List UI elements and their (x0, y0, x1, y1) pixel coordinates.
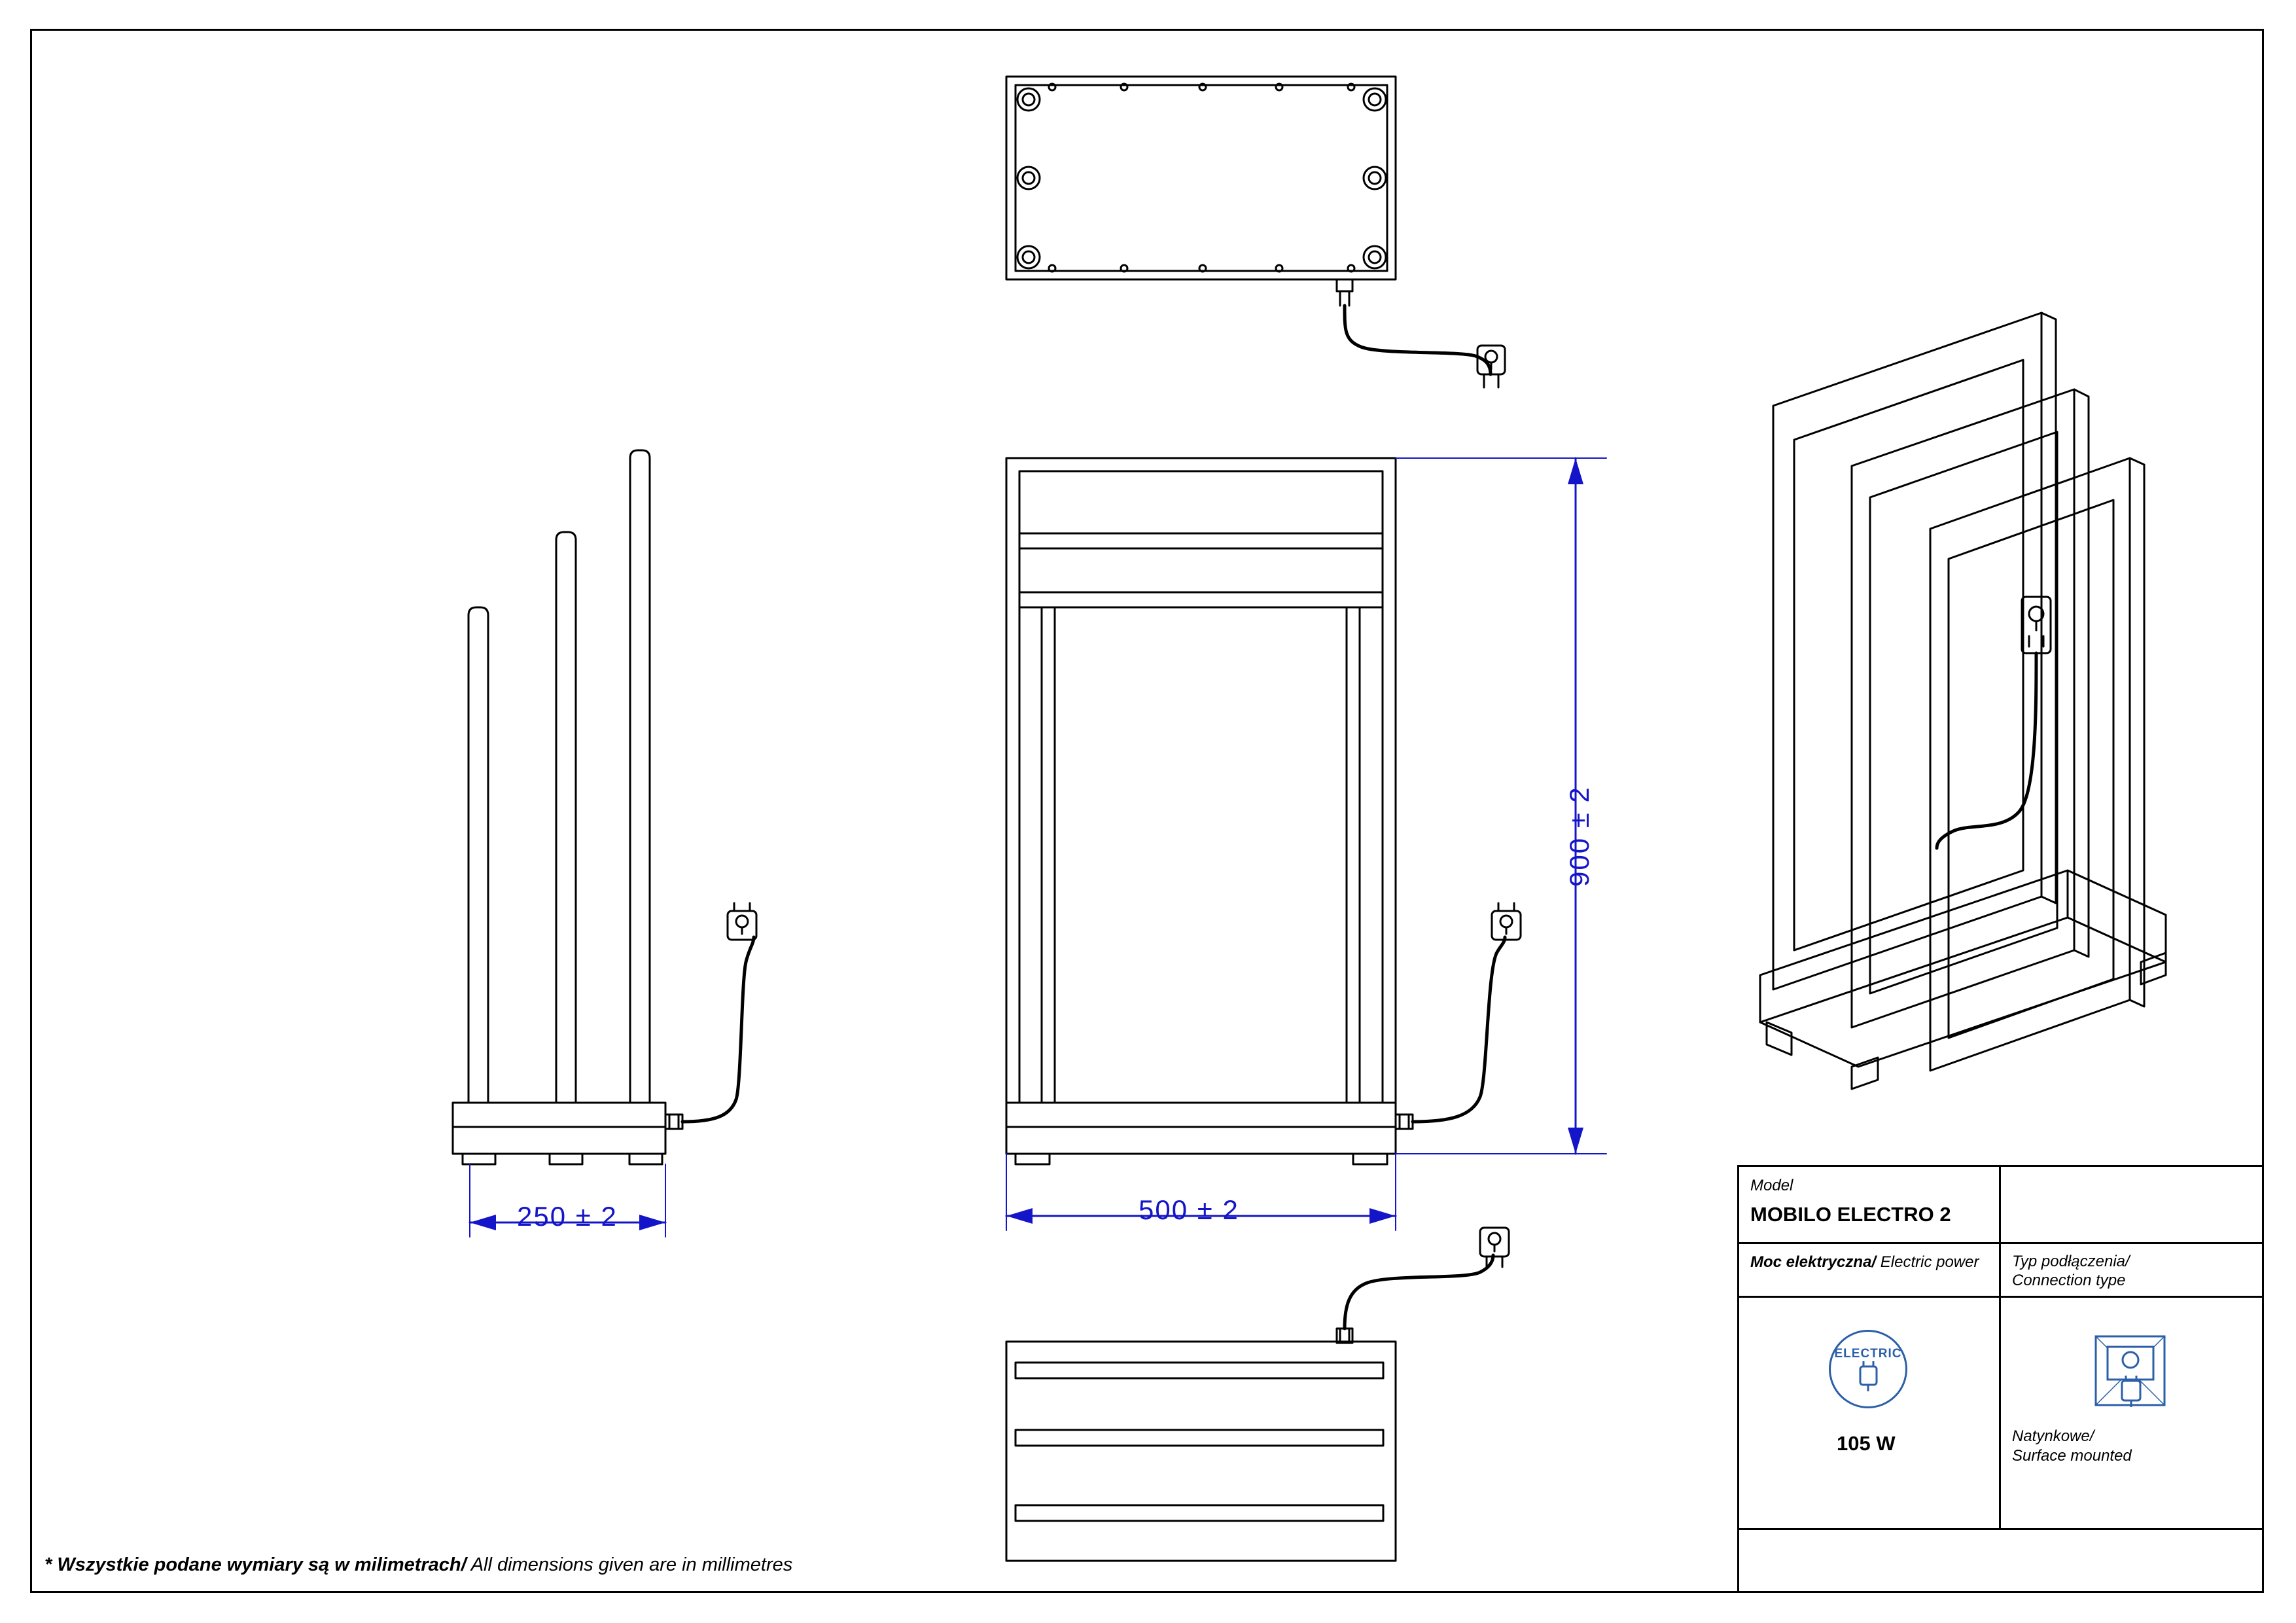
connection-value-en: Surface mounted (2012, 1447, 2132, 1465)
plug-icon-front (1492, 903, 1521, 940)
model-value: MOBILO ELECTRO 2 (1750, 1203, 1951, 1226)
model-label: Model (1750, 1177, 1793, 1194)
units-footnote-en: All dimensions given are in millimetres (470, 1554, 793, 1575)
control-box-iso (2022, 597, 2051, 653)
plug-icon-top (1477, 346, 1505, 387)
badge-icons (1737, 1165, 2264, 1593)
units-footnote-pl: * Wszystkie podane wymiary są w milimetrach/ (44, 1554, 467, 1575)
top-view-plate (1006, 77, 1505, 387)
title-block (1737, 1165, 2264, 1593)
dimension-depth-label: 250 ± 2 (517, 1201, 618, 1232)
connection-label-pl: Typ podłączenia/ (2012, 1253, 2130, 1270)
power-value: 105 W (1837, 1432, 1896, 1455)
front-view-frame (1006, 458, 1521, 1164)
plug-icon-side (728, 903, 756, 940)
power-label-pl: Moc elektryczna/ (1750, 1253, 1877, 1271)
electric-badge-text: ELECTRIC (1834, 1347, 1902, 1361)
dimension-width-label: 500 ± 2 (1139, 1194, 1239, 1225)
dimension-height-label: 900 ± 2 (1564, 786, 1595, 887)
units-footnote (44, 1554, 792, 1576)
side-view-rails (453, 450, 756, 1164)
isometric-view (1760, 313, 2166, 1089)
bottom-view-plate (1006, 1228, 1509, 1561)
power-label-en: Electric power (1880, 1253, 1979, 1271)
connection-label-en: Connection type (2012, 1272, 2126, 1289)
connection-value-pl: Natynkowe/ (2012, 1427, 2094, 1445)
plug-icon-bottom (1480, 1228, 1509, 1267)
